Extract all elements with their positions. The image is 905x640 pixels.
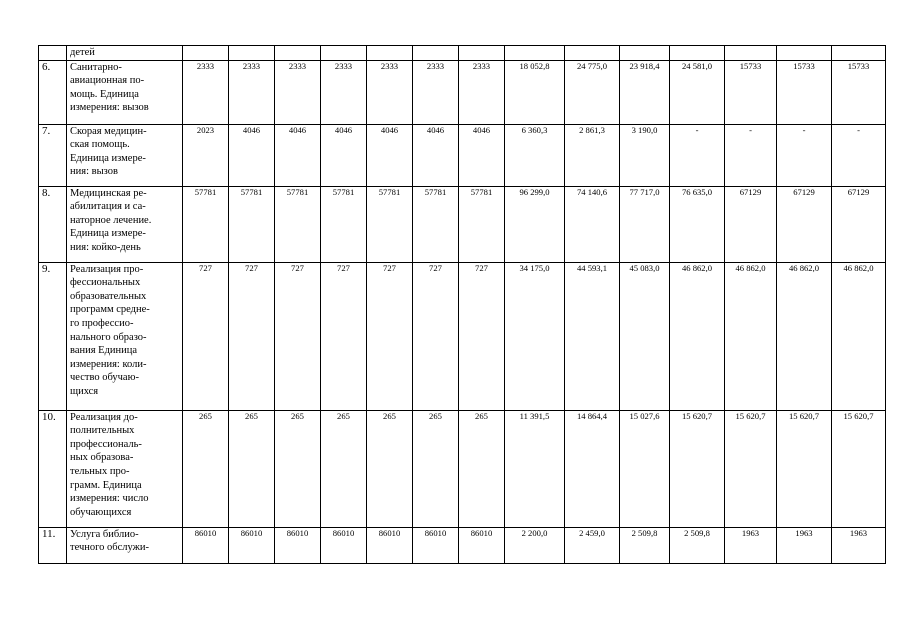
value-cell: 2023 xyxy=(183,124,229,186)
service-name-cell: Санитарно- авиационная по- мощь. Единица измерения: вызов xyxy=(67,60,183,124)
value-cell: - xyxy=(777,124,832,186)
value-cell: 44 593,1 xyxy=(565,262,620,410)
value-cell: - xyxy=(725,124,777,186)
value-cell: 15 027,6 xyxy=(620,410,670,527)
value-cell: 86010 xyxy=(229,527,275,563)
value-cell: 2333 xyxy=(413,60,459,124)
value-cell: 265 xyxy=(321,410,367,527)
service-name-cell: Скорая медицин- ская помощь. Единица измере- ния: вызов xyxy=(67,124,183,186)
value-cell: 727 xyxy=(413,262,459,410)
service-name-cell: Реализация про- фессиональных образовательных программ средне- го профессио- нального образо- вания Единица измерения: коли- чество обучаю- щихся xyxy=(67,262,183,410)
table-row xyxy=(39,124,886,186)
value-cell: 76 635,0 xyxy=(670,186,725,262)
value-cell: 57781 xyxy=(275,186,321,262)
value-cell: 2333 xyxy=(229,60,275,124)
value-cell: 4046 xyxy=(413,124,459,186)
value-cell: 15 620,7 xyxy=(832,410,886,527)
value-cell: - xyxy=(670,124,725,186)
value-cell: 86010 xyxy=(413,527,459,563)
value-cell: 2333 xyxy=(459,60,505,124)
value-cell: 96 299,0 xyxy=(505,186,565,262)
table-row xyxy=(39,262,886,410)
value-cell: 265 xyxy=(229,410,275,527)
value-cell: 4046 xyxy=(229,124,275,186)
value-cell: 15 620,7 xyxy=(777,410,832,527)
value-cell: 1963 xyxy=(777,527,832,563)
value-cell: 86010 xyxy=(183,527,229,563)
value-cell: 57781 xyxy=(321,186,367,262)
value-cell: 57781 xyxy=(229,186,275,262)
value-cell: 3 190,0 xyxy=(620,124,670,186)
value-cell: 15 620,7 xyxy=(725,410,777,527)
row-number-cell xyxy=(39,46,67,61)
value-cell: 2 509,8 xyxy=(620,527,670,563)
value-cell: 265 xyxy=(183,410,229,527)
value-cell: 67129 xyxy=(725,186,777,262)
value-cell: 57781 xyxy=(183,186,229,262)
row-number-cell: 7. xyxy=(39,124,67,186)
value-cell: 15733 xyxy=(725,60,777,124)
value-cell: 4046 xyxy=(321,124,367,186)
value-cell: 86010 xyxy=(367,527,413,563)
value-cell: 46 862,0 xyxy=(777,262,832,410)
value-cell: 11 391,5 xyxy=(505,410,565,527)
value-cell: 86010 xyxy=(459,527,505,563)
value-cell: 727 xyxy=(183,262,229,410)
value-cell: 2 861,3 xyxy=(565,124,620,186)
value-cell: 2333 xyxy=(183,60,229,124)
value-cell: 727 xyxy=(367,262,413,410)
value-cell: 77 717,0 xyxy=(620,186,670,262)
value-cell: 46 862,0 xyxy=(670,262,725,410)
service-name-cell: Медицинская ре- абилитация и са- наторное лечение. Единица измере- ния: койко-день xyxy=(67,186,183,262)
value-cell: 727 xyxy=(229,262,275,410)
table-row xyxy=(39,60,886,124)
value-cell: 2 200,0 xyxy=(505,527,565,563)
value-cell: 15733 xyxy=(832,60,886,124)
table-row-continued xyxy=(39,46,886,61)
value-cell: 15 620,7 xyxy=(670,410,725,527)
value-cell: 46 862,0 xyxy=(725,262,777,410)
value-cell: 18 052,8 xyxy=(505,60,565,124)
row-number-cell: 11. xyxy=(39,527,67,563)
value-cell: 67129 xyxy=(832,186,886,262)
value-cell: 45 083,0 xyxy=(620,262,670,410)
value-cell: 86010 xyxy=(275,527,321,563)
value-cell: 265 xyxy=(459,410,505,527)
value-cell: 23 918,4 xyxy=(620,60,670,124)
value-cell: 57781 xyxy=(367,186,413,262)
value-cell: 24 775,0 xyxy=(565,60,620,124)
value-cell: 86010 xyxy=(321,527,367,563)
value-cell: 4046 xyxy=(275,124,321,186)
value-cell: 4046 xyxy=(459,124,505,186)
value-cell: - xyxy=(832,124,886,186)
row-number-cell: 9. xyxy=(39,262,67,410)
service-name-cell: Реализация до- полнительных профессиональ- ных образова- тельных про- грамм. Единица измерения: число обучающихся xyxy=(67,410,183,527)
service-name-cell: Услуга библио- течного обслужи- xyxy=(67,527,183,563)
value-cell: 2 509,8 xyxy=(670,527,725,563)
value-cell: 265 xyxy=(367,410,413,527)
value-cell: 727 xyxy=(459,262,505,410)
value-cell: 57781 xyxy=(413,186,459,262)
value-cell: 34 175,0 xyxy=(505,262,565,410)
table-row xyxy=(39,186,886,262)
value-cell: 265 xyxy=(413,410,459,527)
value-cell: 14 864,4 xyxy=(565,410,620,527)
value-cell: 727 xyxy=(321,262,367,410)
value-cell: 4046 xyxy=(367,124,413,186)
row-number-cell: 6. xyxy=(39,60,67,124)
row-number-cell: 10. xyxy=(39,410,67,527)
value-cell: 727 xyxy=(275,262,321,410)
value-cell: 46 862,0 xyxy=(832,262,886,410)
value-cell: 57781 xyxy=(459,186,505,262)
value-cell: 24 581,0 xyxy=(670,60,725,124)
value-cell: 2333 xyxy=(367,60,413,124)
value-cell: 1963 xyxy=(725,527,777,563)
value-cell: 2333 xyxy=(275,60,321,124)
value-cell: 15733 xyxy=(777,60,832,124)
value-cell: 67129 xyxy=(777,186,832,262)
value-cell: 265 xyxy=(275,410,321,527)
service-name-cell: детей xyxy=(67,46,183,61)
value-cell: 2 459,0 xyxy=(565,527,620,563)
value-cell: 2333 xyxy=(321,60,367,124)
value-cell: 1963 xyxy=(832,527,886,563)
data-table xyxy=(38,45,886,564)
table-row xyxy=(39,410,886,527)
row-number-cell: 8. xyxy=(39,186,67,262)
value-cell: 6 360,3 xyxy=(505,124,565,186)
table-row xyxy=(39,527,886,563)
value-cell: 74 140,6 xyxy=(565,186,620,262)
